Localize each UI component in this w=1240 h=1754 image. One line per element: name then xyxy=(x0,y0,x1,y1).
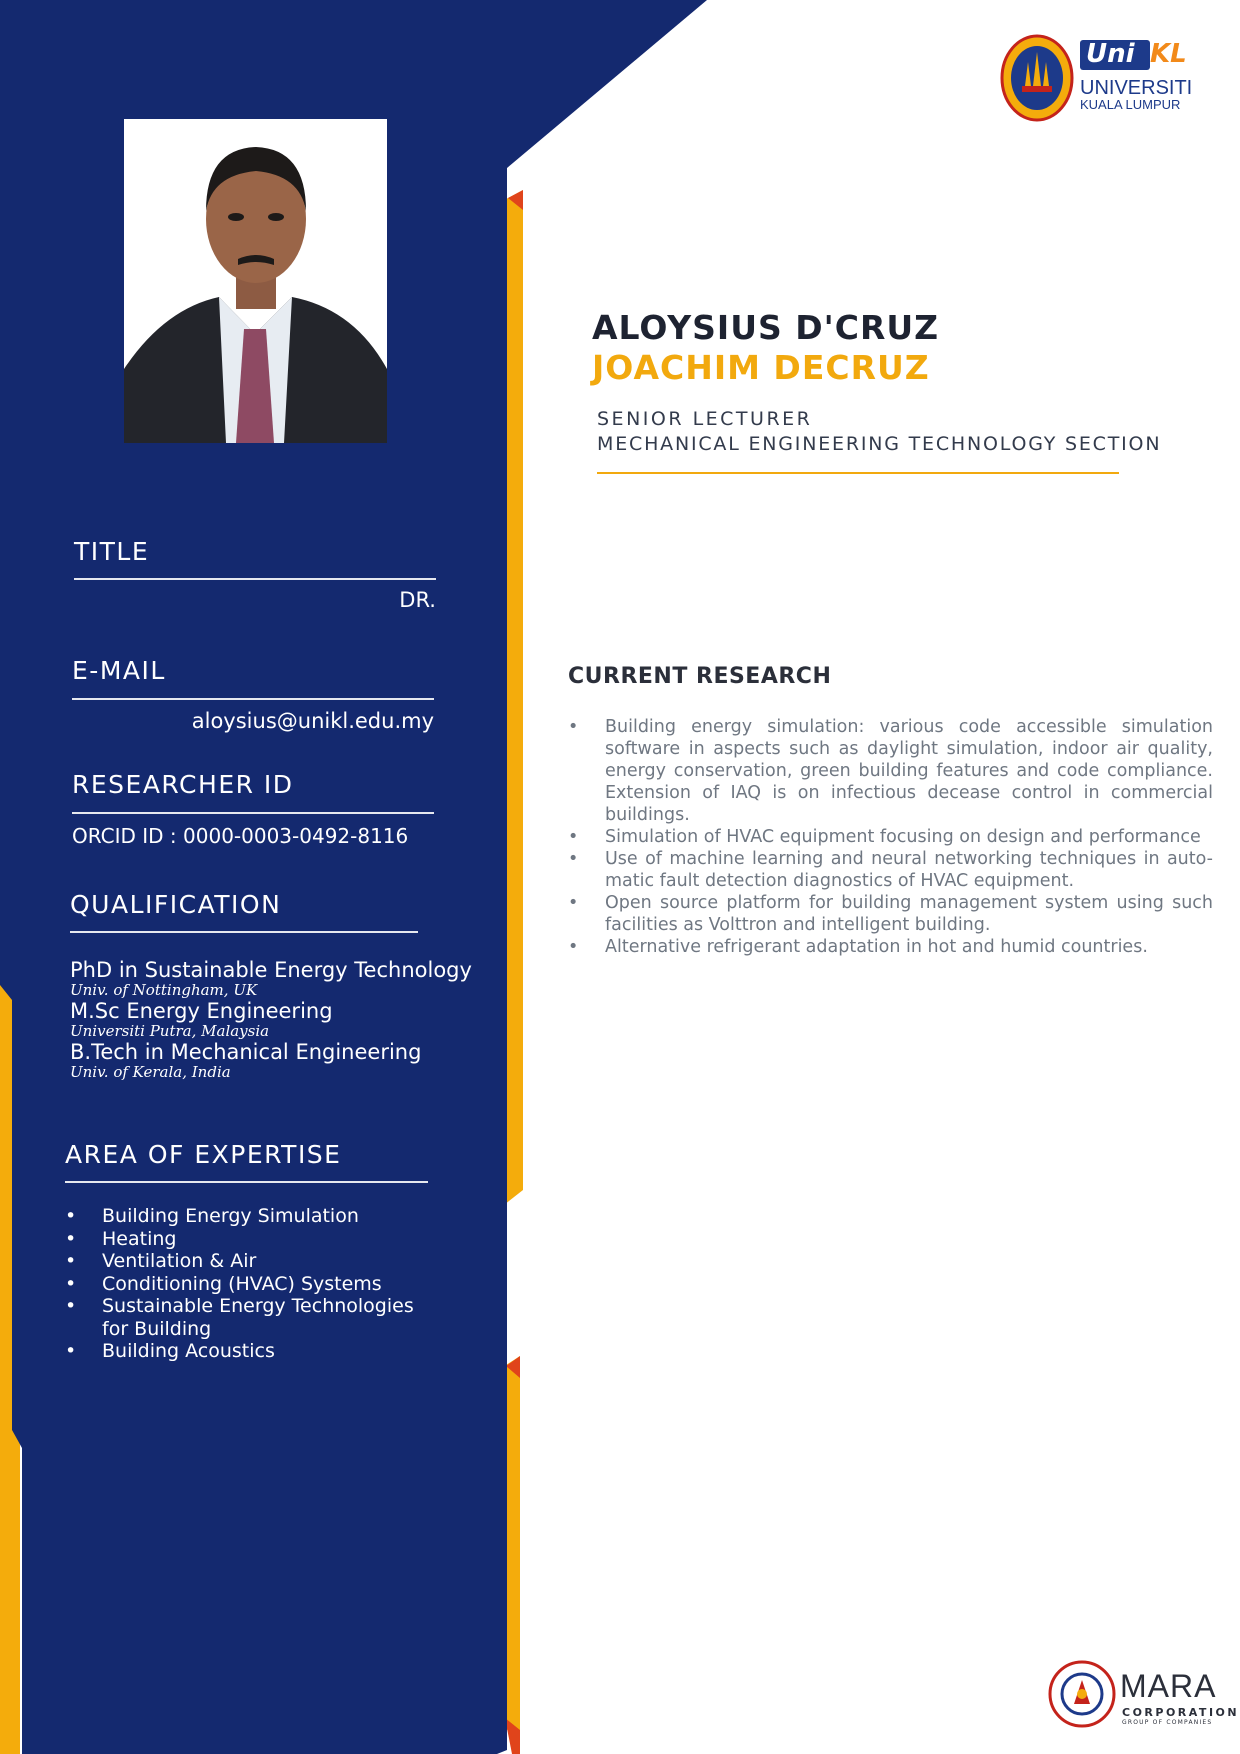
name-line2: JOACHIM DECRUZ xyxy=(592,348,930,387)
email-rule xyxy=(72,698,434,700)
expertise-list xyxy=(65,1205,445,1363)
title-rule xyxy=(74,578,436,580)
qualification-list xyxy=(70,958,490,1081)
name-line1: ALOYSIUS D'CRUZ xyxy=(592,308,940,347)
qualification-university: Universiti Putra, Malaysia xyxy=(70,1022,270,1040)
mara-word: MARA xyxy=(1120,1668,1217,1704)
logo-kl: KL xyxy=(1150,39,1187,69)
mara-logos xyxy=(1048,1660,1240,1730)
expertise-item: • Building Energy Simulation xyxy=(65,1205,445,1228)
profile-photo xyxy=(124,119,387,443)
mara-corporation: CORPORATION xyxy=(1122,1706,1240,1719)
qualification-degree: M.Sc Energy Engineering xyxy=(70,999,333,1023)
person-portrait-icon xyxy=(124,119,387,443)
qualification-item xyxy=(70,1040,490,1081)
email-value: aloysius@unikl.edu.my xyxy=(191,709,434,733)
unikl-wordmark-box xyxy=(1080,40,1150,70)
qualification-item xyxy=(70,999,490,1040)
unikl-seal-icon xyxy=(1000,34,1074,122)
expertise-item: • Heating xyxy=(65,1228,445,1251)
expertise-item: • Sustainable Energy Technologies for Building xyxy=(65,1295,445,1340)
name-rule xyxy=(597,472,1119,474)
qualification-item xyxy=(70,958,490,999)
position-title: SENIOR LECTURER xyxy=(597,408,813,430)
logo-line2: KUALA LUMPUR xyxy=(1080,97,1181,112)
research-item: • Simulation of HVAC equipment focusing on design and performance xyxy=(568,826,1213,848)
research-item: • Use of machine learning and neural networking techniques in auto-matic fault detection diagnostics of HVAC equipment. xyxy=(568,848,1213,892)
expertise-item: • Building Acoustics xyxy=(65,1340,445,1363)
qualification-university: Univ. of Nottingham, UK xyxy=(70,981,258,999)
researcher-id-heading: RESEARCHER ID xyxy=(72,770,294,799)
qualification-university: Univ. of Kerala, India xyxy=(70,1063,231,1081)
expertise-item: • Ventilation & Air xyxy=(65,1250,445,1273)
unikl-logo xyxy=(1000,34,1200,124)
expertise-heading: AREA OF EXPERTISE xyxy=(65,1140,342,1169)
research-item: • Open source platform for building management system using such facilities as Volttron and intelligent building. xyxy=(568,892,1213,936)
title-heading: TITLE xyxy=(74,537,150,566)
researcher-id-rule xyxy=(72,812,434,814)
qualification-heading: QUALIFICATION xyxy=(70,890,282,919)
logo-line1: UNIVERSITI xyxy=(1080,77,1193,99)
section-name: MECHANICAL ENGINEERING TECHNOLOGY SECTION xyxy=(597,433,1162,455)
research-list xyxy=(568,716,1213,958)
research-heading: CURRENT RESEARCH xyxy=(568,664,832,689)
qualification-rule xyxy=(70,931,418,933)
mara-group: GROUP OF COMPANIES xyxy=(1122,1719,1213,1726)
mara-seal-icon xyxy=(1048,1660,1116,1728)
expertise-item: • Conditioning (HVAC) Systems xyxy=(65,1273,445,1296)
research-item: • Building energy simulation: various code accessible simulation software in aspects such as daylight simulation, indoor air quality, energy conservation, green building features and code compliance. Extension of IAQ is on infectious decease control in commercial buildings. xyxy=(568,716,1213,826)
title-value: DR. xyxy=(399,588,436,612)
qualification-degree: PhD in Sustainable Energy Technology xyxy=(70,958,472,982)
logo-uni: Uni xyxy=(1086,39,1135,69)
expertise-rule xyxy=(65,1181,428,1183)
email-heading: E-MAIL xyxy=(72,656,166,685)
orcid-value: ORCID ID : 0000-0003-0492-8116 xyxy=(72,824,409,848)
research-item: • Alternative refrigerant adaptation in hot and humid countries. xyxy=(568,936,1213,958)
qualification-degree: B.Tech in Mechanical Engineering xyxy=(70,1040,422,1064)
